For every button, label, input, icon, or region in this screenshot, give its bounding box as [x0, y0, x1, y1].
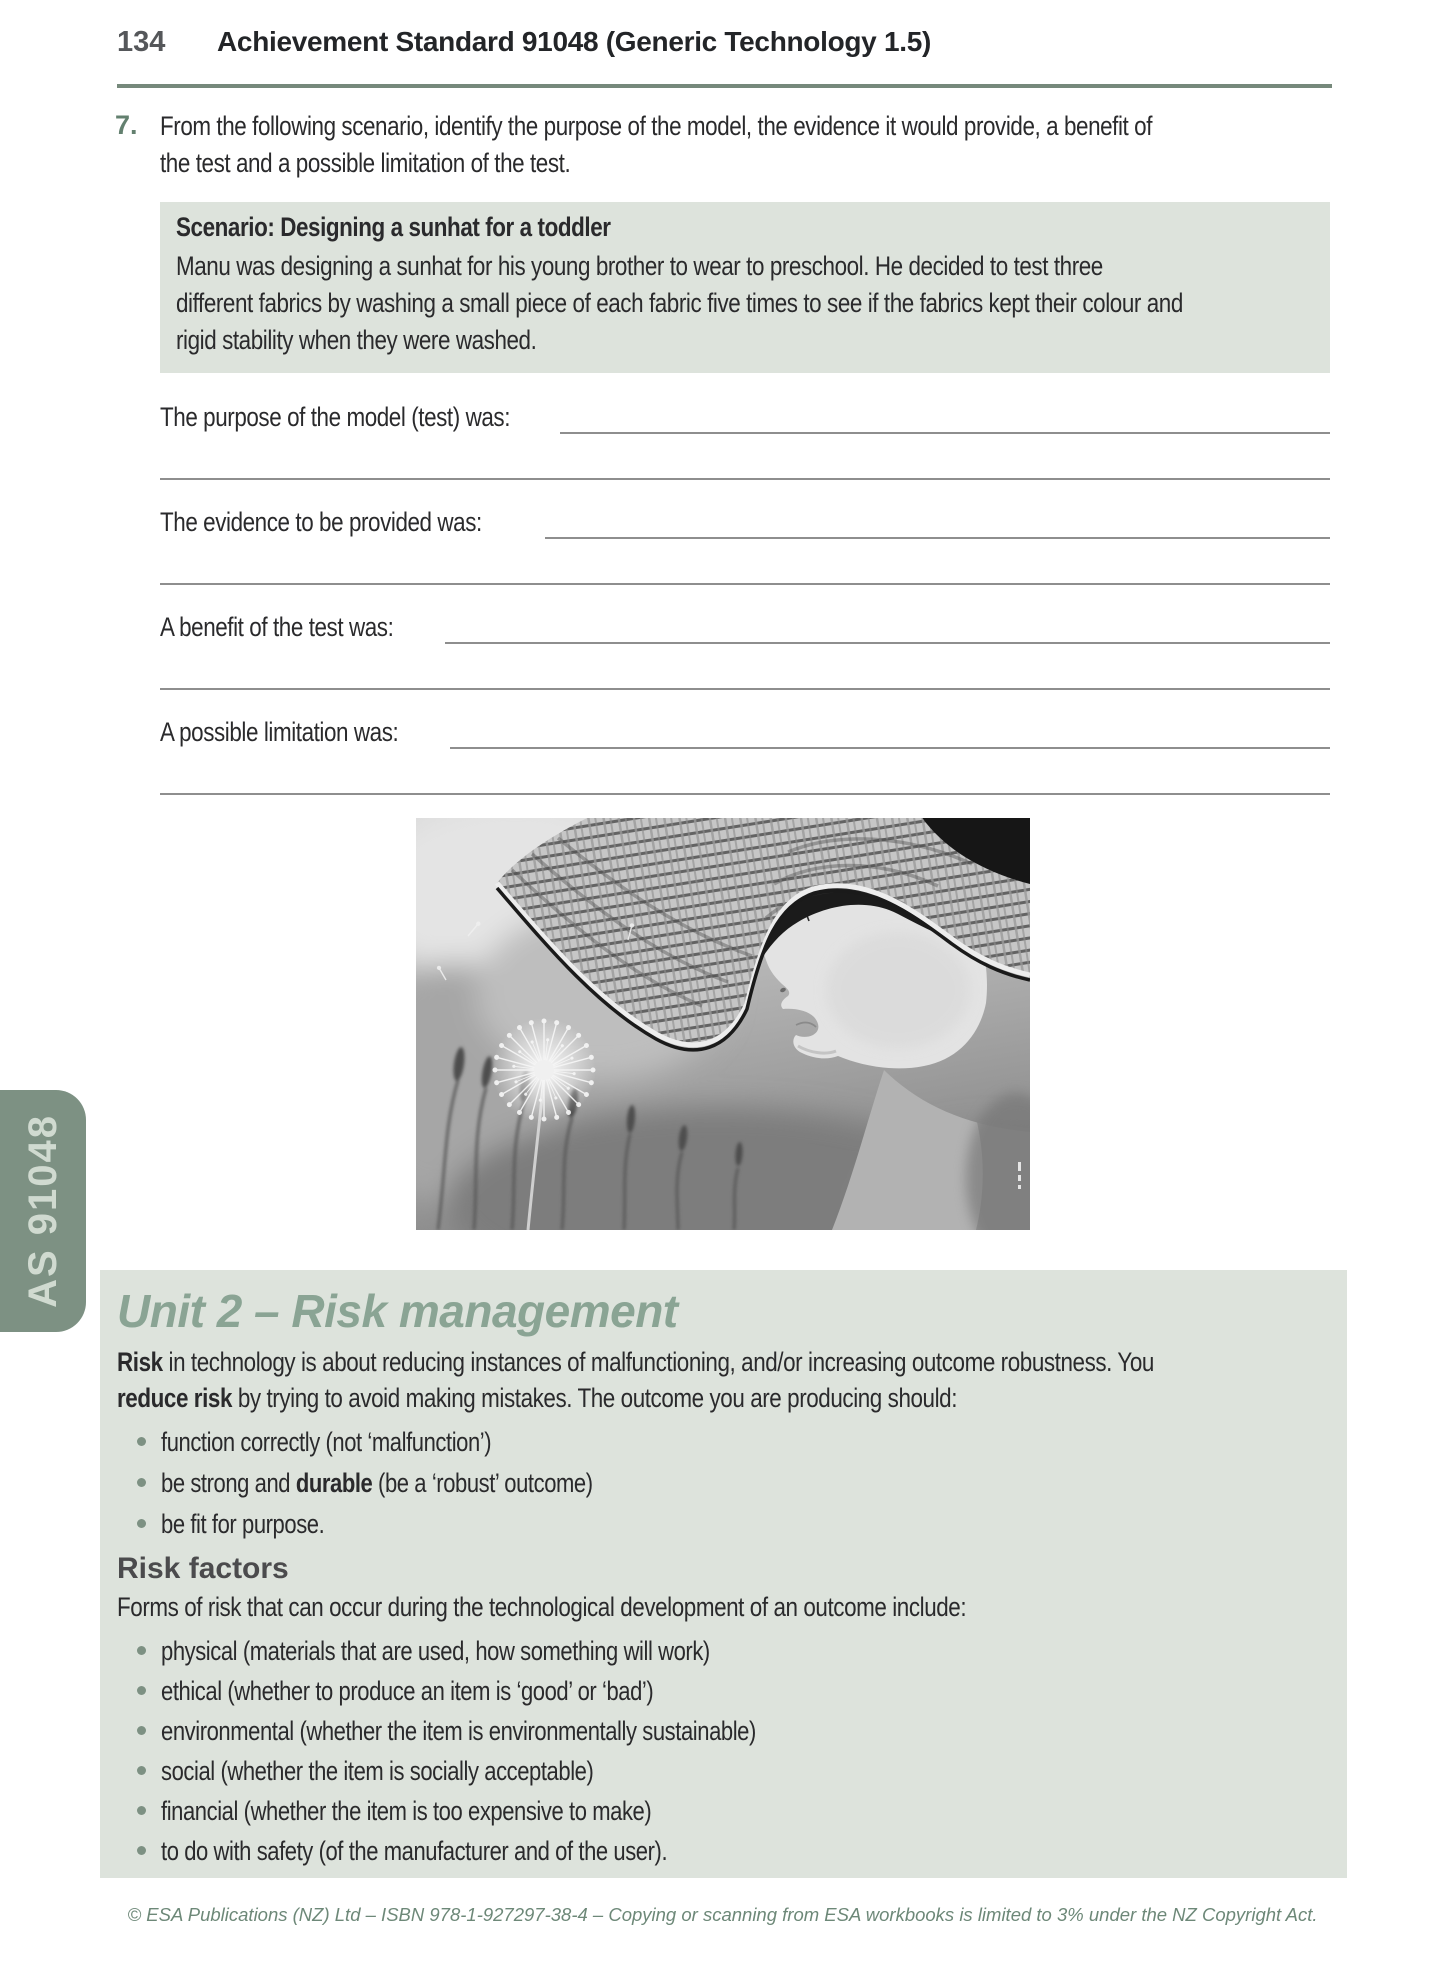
standard-side-tab: [0, 1090, 86, 1332]
bullet-text: social (whether the item is socially acceptable): [161, 1756, 594, 1786]
unit2-intro-line-2: reduce risk by trying to avoid making mistakes. The outcome you are producing should:: [117, 1383, 958, 1413]
bullet-dot-icon: [137, 1806, 146, 1815]
outcome-bullet-list: [117, 1422, 1327, 1545]
standard-side-tab-label: AS 91048: [20, 1114, 65, 1308]
copyright-footer: © ESA Publications (NZ) Ltd – ISBN 978-1-927297-38-4 – Copying or scanning from ESA workbooks is limited to 3% under the NZ Copyright Act.: [127, 1904, 1318, 1925]
header-divider: [117, 84, 1332, 88]
question-number: 7.: [115, 110, 138, 140]
bullet-dot-icon: [137, 1646, 146, 1655]
field-limitation-answer-line[interactable]: [450, 747, 1330, 749]
bullet-dot-icon: [137, 1686, 146, 1695]
bullet-text: financial (whether the item is too expensive to make): [161, 1796, 652, 1826]
page-title: Achievement Standard 91048 (Generic Technology 1.5): [217, 26, 931, 57]
bullet-item: [117, 1631, 1327, 1671]
scenario-title: Scenario: Designing a sunhat for a toddler: [176, 212, 611, 242]
bullet-dot-icon: [137, 1478, 146, 1487]
unit2-intro: [117, 1344, 1327, 1416]
bullet-item: [117, 1831, 1327, 1871]
field-limitation-answer-line-2[interactable]: [160, 793, 1330, 795]
bullet-item: [117, 1791, 1327, 1831]
sunhat-dandelion-photo: [416, 818, 1030, 1230]
field-evidence-answer-line-2[interactable]: [160, 583, 1330, 585]
bullet-text: function correctly (not ‘malfunction’): [161, 1427, 492, 1457]
bullet-dot-icon: [137, 1437, 146, 1446]
bullet-text: environmental (whether the item is environmentally sustainable): [161, 1716, 756, 1746]
bullet-dot-icon: [137, 1519, 146, 1528]
unit2-title: Unit 2 – Risk management: [117, 1285, 678, 1337]
field-benefit-answer-line[interactable]: [445, 642, 1330, 644]
bullet-dot-icon: [137, 1846, 146, 1855]
page-number: 134: [117, 26, 166, 58]
scenario-line-2: different fabrics by washing a small piece of each fabric five times to see if the fabrics kept their colour and: [176, 288, 1183, 318]
field-evidence: [160, 505, 1330, 587]
unit2-section: [100, 1270, 1347, 1878]
risk-factor-bullet-list: [117, 1631, 1327, 1871]
field-limitation-label: A possible limitation was:: [160, 717, 399, 747]
question-line-2: the test and a possible limitation of the test.: [160, 148, 571, 178]
field-evidence-label: The evidence to be provided was:: [160, 507, 482, 537]
field-purpose-answer-line[interactable]: [560, 432, 1330, 434]
field-benefit-label: A benefit of the test was:: [160, 612, 394, 642]
scenario-line-3: rigid stability when they were washed.: [176, 325, 537, 355]
field-evidence-answer-line[interactable]: [545, 537, 1330, 539]
field-purpose-label: The purpose of the model (test) was:: [160, 402, 511, 432]
bullet-item: [117, 1463, 1327, 1504]
field-purpose: [160, 400, 1330, 482]
bullet-item: [117, 1751, 1327, 1791]
bullet-text: ethical (whether to produce an item is ‘good’ or ‘bad’): [161, 1676, 654, 1706]
risk-factors-heading: Risk factors: [117, 1552, 289, 1585]
field-limitation: [160, 715, 1330, 797]
scenario-body: [176, 248, 1312, 359]
bullet-dot-icon: [137, 1726, 146, 1735]
bullet-item: [117, 1711, 1327, 1751]
bullet-text: to do with safety (of the manufacturer and of the user).: [161, 1836, 668, 1866]
unit2-intro-line-1: Risk in technology is about reducing instances of malfunctioning, and/or increasing outcome robustness. You: [117, 1347, 1154, 1377]
bullet-text: be strong and durable (be a ‘robust’ outcome): [161, 1468, 593, 1498]
risk-factors-intro: Forms of risk that can occur during the technological development of an outcome include:: [117, 1592, 967, 1622]
bullet-item: [117, 1504, 1327, 1545]
bullet-item: [117, 1671, 1327, 1711]
bullet-text: physical (materials that are used, how something will work): [161, 1636, 710, 1666]
bullet-text: be fit for purpose.: [161, 1509, 325, 1539]
scenario-box: [160, 202, 1330, 373]
question-line-1: From the following scenario, identify the purpose of the model, the evidence it would provide, a benefit of: [160, 111, 1153, 141]
scenario-line-1: Manu was designing a sunhat for his young brother to wear to preschool. He decided to test three: [176, 251, 1103, 281]
field-benefit-answer-line-2[interactable]: [160, 688, 1330, 690]
bullet-item: [117, 1422, 1327, 1463]
field-purpose-answer-line-2[interactable]: [160, 478, 1330, 480]
bullet-dot-icon: [137, 1766, 146, 1775]
field-benefit: [160, 610, 1330, 692]
question-text: [160, 108, 1355, 182]
